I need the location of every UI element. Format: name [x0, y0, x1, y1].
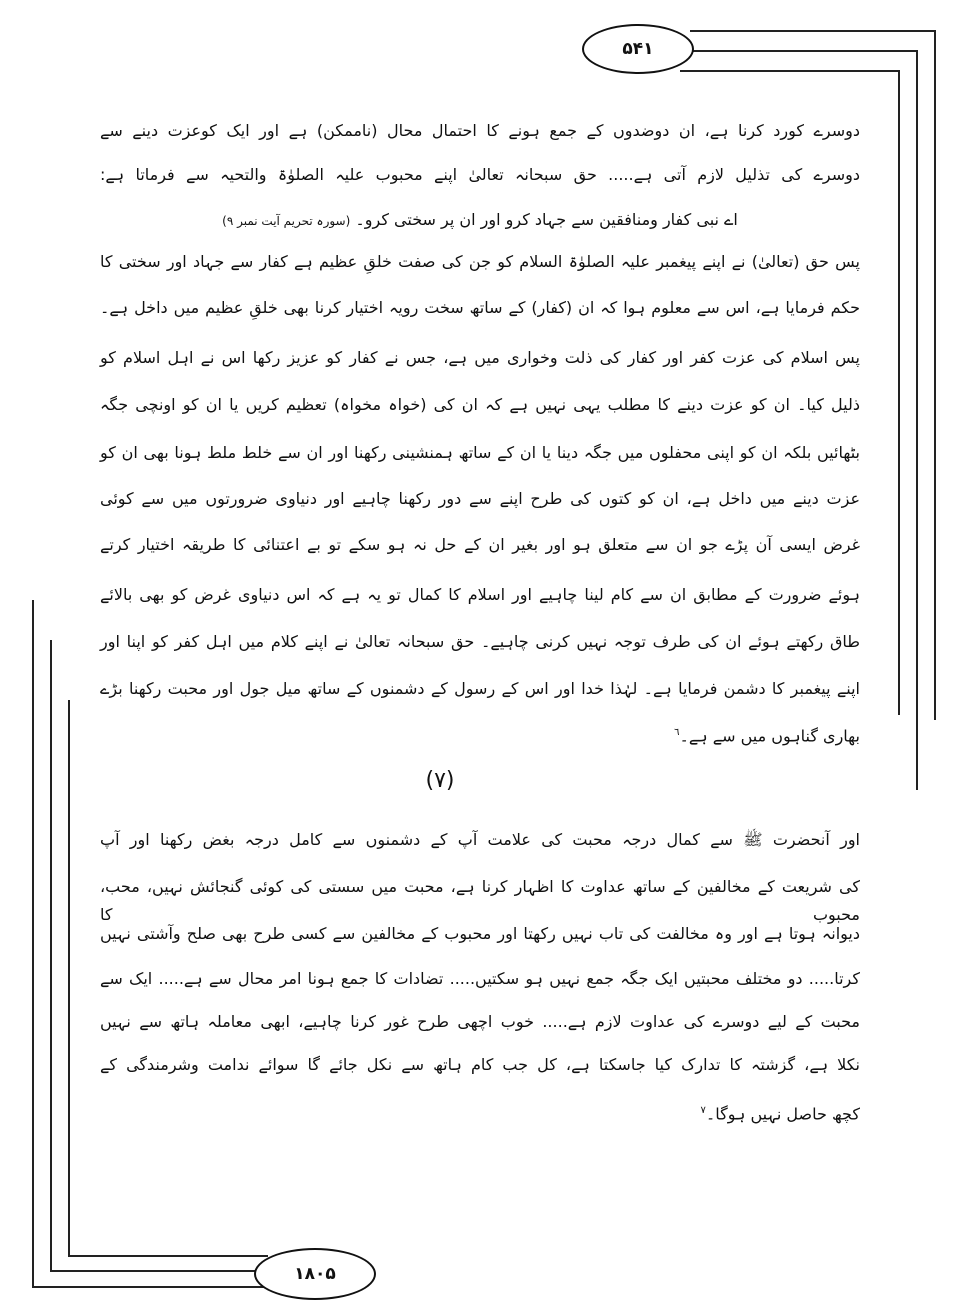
text-line: حکم فرمایا ہے، اس سے معلوم ہوا کہ ان (کفار) کے ساتھ سخت رویہ اختیار کرنا بھی خلقِ عظیم میں داخل ہے۔: [100, 298, 860, 317]
frame-line: [50, 1270, 260, 1272]
verse-line: [100, 206, 860, 235]
page-number-top: ۵۴۱: [582, 24, 694, 74]
text-line: ذلیل کیا۔ ان کو عزت دینے کا مطلب یہی نہیں ہے کہ ان کی (خواہ مخواہ) تعظیم کریں یا ان کو اونچی جگہ: [100, 395, 860, 414]
frame-line: [898, 70, 900, 715]
text-line: بٹھائیں بلکہ ان کو اپنی محفلوں میں جگہ دینا یا ان کے ساتھ ہمنشینی رکھنا اور ان سے خلط ملط ہونا بھی ان کو: [100, 443, 860, 462]
frame-line: [934, 30, 936, 720]
text-line: غرض ایسی آن پڑے جو ان سے متعلق ہو اور بغیر ان کے حل نہ ہو سکے تو بے اعتنائی کا طریقہ اختیار کرتے: [100, 535, 860, 554]
text-line: ہوئے ضرورت کے مطابق ان سے کام لینا چاہیے اور اسلام کا کمال تو یہ ہے کہ اس دنیاوی غرض کو بھی بالائے: [100, 585, 860, 604]
text-line: کرتا..... دو مختلف محبتیں ایک جگہ جمع نہیں ہو سکتیں..... تضادات کا جمع ہونا امر محال سے ہے..... ایک سے: [100, 969, 860, 988]
frame-line: [68, 700, 70, 1255]
frame-line: [690, 50, 918, 52]
text-line: اور آنحضرت ﷺ سے کمال درجہ محبت کی علامت آپ کے دشمنوں سے کامل درجہ بغض رکھنا اور آپ: [100, 830, 860, 849]
text-line-content: کچھ حاصل نہیں ہوگا۔: [705, 1104, 860, 1124]
footnote-mark: ٦: [674, 727, 680, 738]
page-number-bottom: ۱۸۰۵: [254, 1248, 376, 1300]
text-line: کی شریعت کے مخالفین کے ساتھ عداوت کا اظہار کرنا ہے، محبت میں سستی کی کوئی گنجائش نہیں، محب، محبوب کا: [100, 877, 860, 924]
text-line: دیوانہ ہوتا ہے اور وہ مخالفت کی تاب نہیں رکھتا اور محبوب کے مخالفین سے کسی طرح بھی صلح وآشتی نہیں: [100, 924, 860, 943]
text-line: نکلا ہے، گزشتہ کا تدارک کیا جاسکتا ہے، کل جب کام ہاتھ سے نکل جائے گا سوائے ندامت وشرمندگی کے: [100, 1055, 860, 1074]
frame-line: [32, 600, 34, 1286]
verse-text: اے نبی کفار ومنافقین سے جہاد کرو اور ان پر سختی کرو۔: [355, 210, 738, 229]
text-line: پس اسلام کی عزت کفر اور کفار کی ذلت وخواری میں ہے، جس نے کفار کو عزیز رکھا اس نے اہل اسلام کو: [100, 348, 860, 367]
text-line-content: بھاری گناہوں میں سے ہے۔: [679, 726, 860, 746]
frame-line: [690, 30, 936, 32]
text-line: دوسرے کی تذلیل لازم آتی ہے..... حق سبحانہ تعالیٰ اپنے محبوب علیہ الصلوٰۃ والتحیہ سے فرماتا ہے:: [100, 165, 860, 184]
text-line: محبت کے لیے دوسرے کی عداوت لازم ہے..... خوب اچھی طرح غور کرنا چاہیے، ابھی معاملہ ہاتھ سے نہیں: [100, 1012, 860, 1031]
frame-line: [680, 70, 900, 72]
text-line: طاق رکھتے ہوئے ان کی طرف توجہ نہیں کرنی چاہیے۔ حق سبحانہ تعالیٰ نے اپنے کلام میں اہل کفر کو اپنا اور: [100, 632, 860, 651]
text-line: [100, 719, 860, 750]
text-line: اپنے پیغمبر کا دشمن فرمایا ہے۔ لہٰذا خدا اور اس کے رسول کے دشمنوں کے ساتھ میل جول اور محبت رکھنا بڑے: [100, 679, 860, 698]
verse-reference: (سورہ تحریم آیت نمبر ۹): [222, 214, 351, 228]
frame-line: [32, 1286, 267, 1288]
text-line: پس حق (تعالیٰ) نے اپنے پیغمبر علیہ الصلوٰۃ السلام کو جن کی صفت خلقِ عظیم ہے کفار سے جہاد اور سختی کا: [100, 252, 860, 271]
text-line: دوسرے کورد کرنا ہے، ان دوضدوں کے جمع ہونے کا احتمال محال (ناممکن) ہے اور ایک کوعزت دینے سے: [100, 121, 860, 140]
text-line: عزت دینے میں داخل ہے، ان کو کتوں کی طرح اپنے سے دور رکھنا چاہیے اور دنیاوی ضرورتوں میں سے کوئی: [100, 489, 860, 508]
frame-line: [68, 1255, 268, 1257]
frame-line: [916, 50, 918, 790]
text-line: [100, 1097, 860, 1128]
footnote-mark: ۷: [700, 1105, 706, 1116]
frame-line: [50, 640, 52, 1270]
section-heading: (۷): [425, 768, 455, 793]
